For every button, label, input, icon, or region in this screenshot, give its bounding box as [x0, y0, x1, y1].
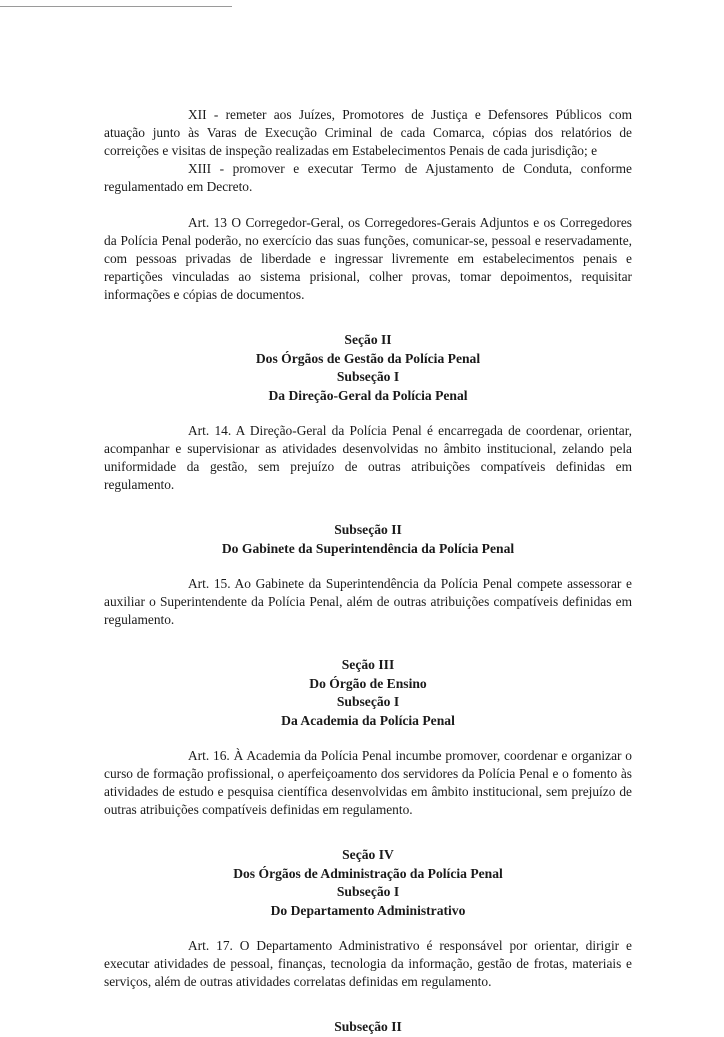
heading-line: Subseção II — [334, 522, 402, 537]
section-heading-subsecao-ii-gabinete — [104, 521, 632, 558]
heading-line: Seção II — [344, 332, 392, 347]
heading-line: Subseção I — [336, 694, 400, 709]
document-page — [104, 106, 632, 1037]
paragraph-art-16: Art. 16. À Academia da Polícia Penal incumbe promover, coordenar e organizar o curso de formação profissional, o aperfeiçoamento dos servidores da Polícia Penal e o fomento às atividades de estudo e pesquisa científica desenvolvidas em âmbito institucional, sem prejuízo de outras atribuições compatíveis definidas em regulamento. — [104, 748, 632, 817]
heading-line: Dos Órgãos de Gestão da Polícia Penal — [255, 350, 481, 366]
heading-line: Dos Órgãos de Administração da Polícia Penal — [233, 865, 503, 881]
paragraph-inciso-xii: XII - remeter aos Juízes, Promotores de Justiça e Defensores Públicos com atuação junto às Varas de Execução Criminal de cada Comarca, cópias dos relatórios de correições e visitas de inspeção realizadas em Estabelecimentos Penais de cada jurisdição; e — [104, 107, 632, 158]
heading-line: Do Departamento Administrativo — [270, 902, 466, 918]
paragraph-art-17: Art. 17. O Departamento Administrativo é responsável por orientar, dirigir e executar atividades de pessoal, finanças, tecnologia da informação, gestão de frotas, materiais e serviços, além de outras atividades correlatas definidas em regulamento. — [104, 938, 632, 989]
section-heading-secao-iv — [104, 846, 632, 920]
heading-line: Seção III — [341, 657, 395, 672]
header-rule — [0, 6, 232, 7]
paragraph-inciso-xiii: XIII - promover e executar Termo de Ajustamento de Conduta, conforme regulamentado em Decreto. — [104, 161, 632, 194]
paragraph-art-14: Art. 14. A Direção-Geral da Polícia Penal é encarregada de coordenar, orientar, acompanhar e supervisionar as atividades desenvolvidas no âmbito institucional, zelando pela uniformidade da gestão, sem prejuízo de outras atribuições compatíveis definidas em regulamento. — [104, 423, 632, 492]
paragraph-art-13: Art. 13 O Corregedor-Geral, os Corregedores-Gerais Adjuntos e os Corregedores da Polícia Penal poderão, no exercício das suas funções, comunicar-se, pessoal e reservadamente, com pessoas privadas de liberdade e ingressar livremente em estabelecimentos penais e repartições vinculadas ao sistema prisional, colher provas, tomar depoimentos, requisitar informações e cópias de documentos. — [104, 215, 632, 302]
heading-line: Da Direção-Geral da Polícia Penal — [268, 387, 468, 403]
section-heading-subsecao-ii-final: Subseção II — [334, 1019, 402, 1034]
section-heading-secao-ii — [104, 331, 632, 405]
section-heading-secao-iii — [104, 656, 632, 730]
heading-line: Subseção I — [336, 884, 400, 899]
heading-line: Subseção I — [336, 369, 400, 384]
heading-line: Seção IV — [342, 847, 394, 862]
paragraph-art-15: Art. 15. Ao Gabinete da Superintendência da Polícia Penal compete assessorar e auxiliar o Superintendente da Polícia Penal, além de outras atribuições compatíveis definidas em regulamento. — [104, 576, 632, 627]
heading-line: Da Academia da Polícia Penal — [281, 712, 455, 728]
heading-line: Do Gabinete da Superintendência da Polícia Penal — [221, 540, 515, 556]
heading-line: Do Órgão de Ensino — [309, 675, 427, 691]
